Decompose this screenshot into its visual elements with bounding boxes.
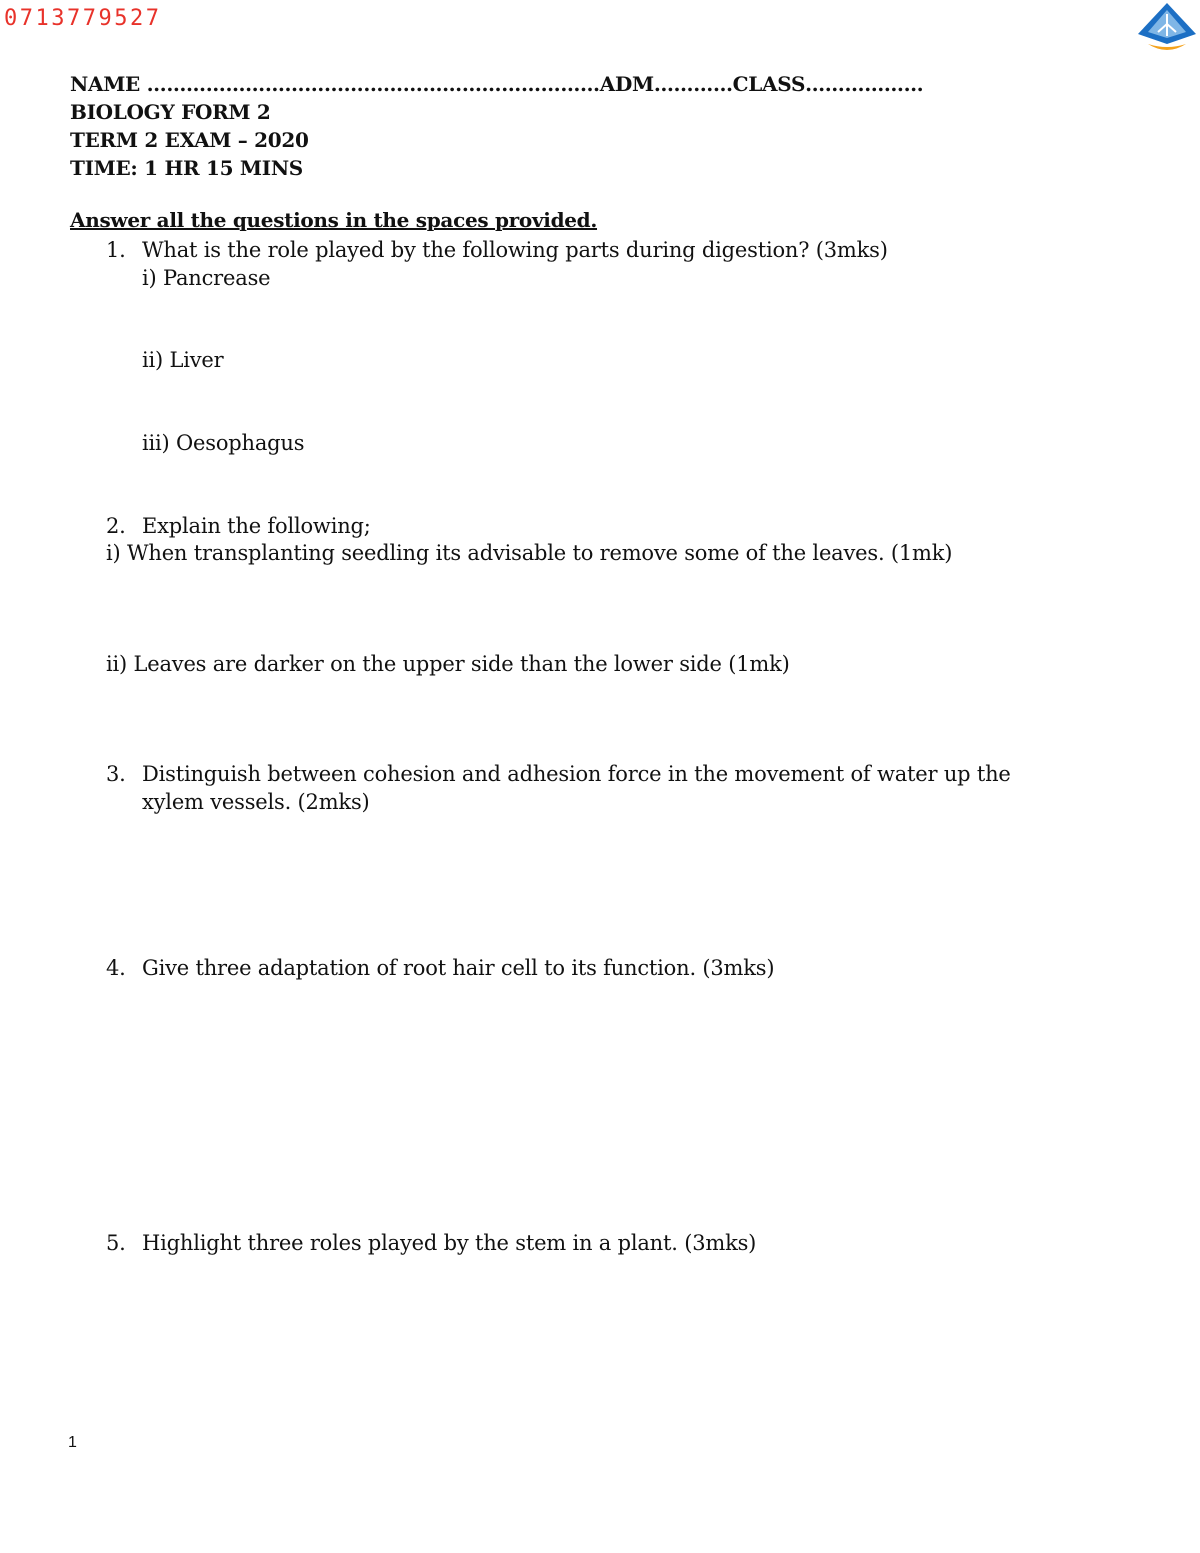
- question-text: What is the role played by the following parts during digestion? (3mks): [142, 238, 888, 262]
- question-1-part-i: i) Pancrease: [142, 266, 271, 290]
- question-3: [106, 762, 1011, 786]
- question-text: Distinguish between cohesion and adhesion force in the movement of water up the: [142, 762, 1011, 786]
- question-5: [106, 1231, 756, 1255]
- question-number: 3.: [106, 762, 126, 786]
- question-1-part-iii: iii) Oesophagus: [142, 431, 305, 455]
- question-number: 1.: [106, 238, 126, 262]
- question-3-continuation: xylem vessels. (2mks): [142, 790, 370, 814]
- question-text: Explain the following;: [142, 514, 371, 538]
- question-number: 4.: [106, 956, 126, 980]
- question-number: 2.: [106, 514, 126, 538]
- question-1-part-ii: ii) Liver: [142, 348, 224, 372]
- question-text: Give three adaptation of root hair cell to its function. (3mks): [142, 956, 775, 980]
- question-1: [106, 238, 888, 262]
- question-2: [106, 514, 371, 538]
- publisher-logo-icon: [1134, 0, 1200, 56]
- instructions: Answer all the questions in the spaces provided.: [70, 208, 598, 232]
- question-text: Highlight three roles played by the stem in a plant. (3mks): [142, 1231, 757, 1255]
- page-number: 1: [68, 1434, 77, 1451]
- exam-term: TERM 2 EXAM – 2020: [70, 128, 309, 152]
- watermark-phone-number: 0713779527: [4, 6, 162, 31]
- question-2-part-ii: ii) Leaves are darker on the upper side than the lower side (1mk): [106, 652, 790, 676]
- exam-time: TIME: 1 HR 15 MINS: [70, 156, 303, 180]
- question-4: [106, 956, 774, 980]
- question-number: 5.: [106, 1231, 126, 1255]
- subject-title: BIOLOGY FORM 2: [70, 100, 271, 124]
- question-2-part-i: i) When transplanting seedling its advisable to remove some of the leaves. (1mk): [106, 541, 953, 565]
- name-adm-class-line: NAME ……………………………………………………………ADM…………CLASS………………: [70, 72, 924, 96]
